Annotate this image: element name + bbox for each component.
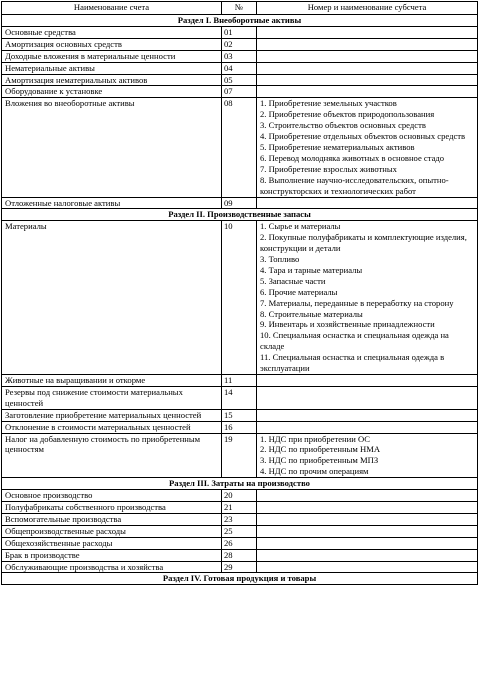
subaccount-list [257,421,478,433]
subaccount-item: 7. Приобретение взрослых животных [260,163,397,174]
account-row [2,525,478,537]
account-number: 07 [222,86,257,98]
account-row [2,197,478,209]
account-name: Вложения во внеоборотные активы [2,98,222,197]
account-number: 08 [222,98,257,197]
account-number: 23 [222,513,257,525]
account-name: Полуфабрикаты собственного производства [2,501,222,513]
subaccount-list [257,26,478,38]
account-name: Оборудование к установке [2,86,222,98]
account-row [2,98,478,197]
account-name: Брак в производстве [2,549,222,561]
account-row [2,537,478,549]
subaccount-list [257,409,478,421]
chart-of-accounts-table [1,1,478,585]
subaccount-item: 4. Приобретение отдельных объектов основных средств [260,131,466,142]
account-name: Доходные вложения в материальные ценности [2,50,222,62]
account-name: Отклонение в стоимости материальных ценностей [2,421,222,433]
section-title: Раздел IV. Готовая продукция и товары [2,573,478,585]
account-number: 26 [222,537,257,549]
subaccount-item: 4. НДС по прочим операциям [260,466,369,477]
account-name: Амортизация основных средств [2,38,222,50]
subaccount-item: 2. НДС по приобретенным НМА [260,444,381,455]
section-title: Раздел II. Производственные запасы [2,209,478,221]
subaccount-item: 3. НДС по приобретенным МПЗ [260,455,379,466]
account-row [2,433,478,478]
account-row [2,501,478,513]
subaccount-list [257,433,478,478]
account-row [2,513,478,525]
account-number: 16 [222,421,257,433]
subaccount-item: 5. Приобретение нематериальных активов [260,141,415,152]
subaccount-list [257,513,478,525]
subaccount-item: 7. Материалы, переданные в переработку на сторону [260,297,454,308]
account-number: 09 [222,197,257,209]
subaccount-item: 4. Тара и тарные материалы [260,264,363,275]
account-name: Животные на выращивании и откорме [2,375,222,387]
account-row [2,409,478,421]
account-number: 11 [222,375,257,387]
account-name: Заготовление приобретение материальных ценностей [2,409,222,421]
subaccount-item: 1. Приобретение земельных участков [260,98,397,109]
account-number: 03 [222,50,257,62]
subaccount-item: 3. Топливо [260,254,300,265]
account-row [2,26,478,38]
account-name: Общехозяйственные расходы [2,537,222,549]
subaccount-item: 11. Специальная оснастка и специальная одежда в эксплуатации [260,352,445,374]
account-number: 01 [222,26,257,38]
account-row [2,221,478,375]
account-number: 10 [222,221,257,375]
subaccount-list [257,561,478,573]
subaccount-item: 3. Строительство объектов основных средств [260,120,426,131]
subaccount-list [257,549,478,561]
account-number: 04 [222,62,257,74]
account-name: Отложенные налоговые активы [2,197,222,209]
account-number: 20 [222,490,257,502]
account-number: 21 [222,501,257,513]
account-row [2,86,478,98]
account-name: Материалы [2,221,222,375]
header-account-number: № [222,2,257,15]
subaccount-item: 10. Специальная оснастка и специальная одежда на складе [260,330,449,352]
subaccount-list [257,62,478,74]
account-row [2,386,478,409]
header-account-name: Наименование счета [2,2,222,15]
section-title: Раздел I. Внеоборотные активы [2,15,478,27]
subaccount-item: 2. Покупные полуфабрикаты и комплектующие изделия, конструкции и детали [260,232,467,254]
subaccount-item: 6. Прочие материалы [260,286,338,297]
account-row [2,74,478,86]
section-row [2,209,478,221]
account-name: Амортизация нематериальных активов [2,74,222,86]
account-name: Нематериальные активы [2,62,222,74]
account-row [2,549,478,561]
account-number: 15 [222,409,257,421]
subaccount-list [257,86,478,98]
subaccount-item: 5. Запасные части [260,275,326,286]
account-number: 14 [222,386,257,409]
section-row [2,478,478,490]
subaccount-item: 1. НДС при приобретении ОС [260,433,371,444]
subaccount-list [257,490,478,502]
subaccount-list [257,38,478,50]
account-name: Основные средства [2,26,222,38]
account-name: Основное производство [2,490,222,502]
account-row [2,490,478,502]
subaccount-list [257,98,478,197]
account-name: Общепроизводственные расходы [2,525,222,537]
subaccount-list [257,375,478,387]
account-row [2,50,478,62]
account-number: 28 [222,549,257,561]
subaccount-list [257,221,478,375]
subaccount-item: 2. Приобретение объектов природопользования [260,109,435,120]
subaccount-item: 1. Сырье и материалы [260,221,341,232]
subaccount-list [257,525,478,537]
subaccount-item: 9. Инвентарь и хозяйственные принадлежности [260,319,435,330]
account-number: 19 [222,433,257,478]
subaccount-item: 8. Строительные материалы [260,308,363,319]
account-number: 02 [222,38,257,50]
account-row [2,38,478,50]
subaccount-list [257,386,478,409]
account-row [2,561,478,573]
subaccount-list [257,537,478,549]
subaccount-list [257,74,478,86]
account-row [2,421,478,433]
account-name: Обслуживающие производства и хозяйства [2,561,222,573]
section-row [2,15,478,27]
section-title: Раздел III. Затраты на производство [2,478,478,490]
account-name: Вспомогательные производства [2,513,222,525]
subaccount-list [257,50,478,62]
account-row [2,62,478,74]
subaccount-item: 6. Перевод молодняка животных в основное стадо [260,152,445,163]
header-row [2,2,478,15]
account-number: 25 [222,525,257,537]
account-name: Налог на добавленную стоимость по приобретенным ценностям [2,433,222,478]
account-number: 29 [222,561,257,573]
subaccount-item: 8. Выполнение научно-исследовательских, опытно-конструкторских и технологических работ [260,174,449,196]
table-body [2,15,478,585]
account-name: Резервы под снижение стоимости материальных ценностей [2,386,222,409]
account-number: 05 [222,74,257,86]
section-row [2,573,478,585]
header-subaccounts: Номер и наименование субсчета [257,2,478,15]
subaccount-list [257,197,478,209]
subaccount-list [257,501,478,513]
account-row [2,375,478,387]
